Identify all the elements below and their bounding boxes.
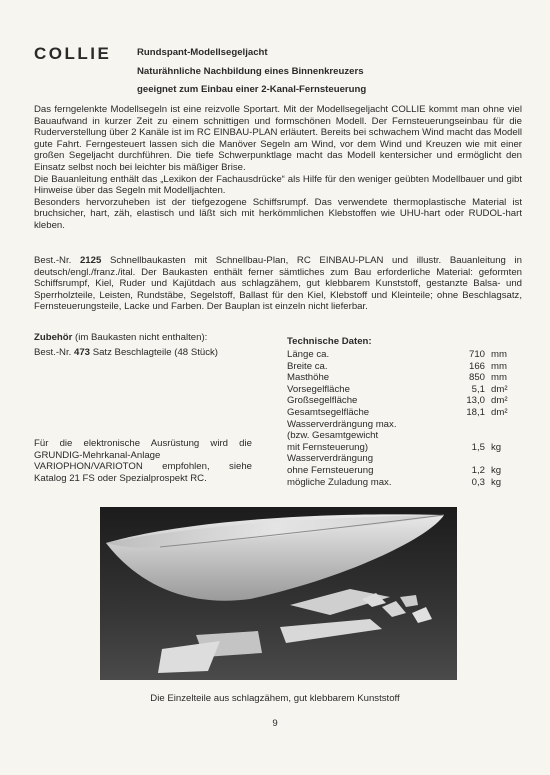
order-number: 2125: [79, 255, 102, 266]
product-subtitles: [137, 44, 366, 100]
tech-data-unit: dm²: [491, 406, 508, 418]
tech-data-row: [287, 361, 521, 373]
intro-paragraph-2: Die Bauanleitung enthält das „Lexikon der Fachausdrücke“ als Hilfe für den weniger geübten Modellbauer und gibt Hinweise über das Segeln mit Modelljachten.: [34, 173, 522, 197]
tech-data-unit: kg: [491, 476, 502, 488]
tech-data-value: [447, 430, 491, 442]
tech-data-value: 5,1: [471, 383, 485, 395]
tech-data-row: [287, 384, 521, 396]
tech-data-label: Breite ca.: [287, 360, 328, 372]
tech-data-value: 1,2: [471, 464, 485, 476]
tech-data-unit: dm²: [491, 383, 508, 395]
tech-data-value: 18,1: [466, 406, 485, 418]
electronics-note: Für die elektronische Ausrüstung wird die GRUNDIG-Mehrkanal-Anlage VARIOPHON/VARIOTON empfohlen, siehe Katalog 21 FS oder Spezialprospekt RC.: [34, 438, 252, 484]
accessories-title: Zubehör: [34, 332, 73, 343]
product-name: COLLIE: [34, 44, 112, 63]
kit-parts-illustration: [100, 507, 457, 680]
tech-data-label: Gesamtsegelfläche: [287, 406, 370, 418]
intro-paragraph-3: Besonders hervorzuheben ist der tiefgezogene Schiffsrumpf. Das verwendete thermoplastische Material ist bruchsicher, hart, zäh, elastisch und läßt sich mit herkömmlichen Klebstoffen wie UHU-hart oder RUDOL-hart kleben.: [34, 196, 522, 231]
subtitle-line-2: Naturähnliche Nachbildung eines Binnenkreuzers: [137, 65, 364, 77]
tech-data-unit: kg: [491, 464, 502, 476]
accessories-number: 473: [74, 347, 91, 358]
tech-data-label: ohne Fernsteuerung: [287, 464, 374, 476]
tech-data-label: Vorsegelfläche: [287, 383, 350, 395]
tech-data-row: [287, 407, 521, 419]
tech-data-value: [447, 453, 491, 465]
order-prefix: Best.-Nr.: [34, 255, 72, 266]
tech-data-row: [287, 442, 521, 454]
accessories-prefix: Best.-Nr.: [34, 347, 72, 358]
tech-data-title: Technische Daten:: [287, 336, 372, 347]
tech-data-label: Länge ca.: [287, 349, 330, 360]
accessories-heading: [34, 332, 207, 343]
tech-data-label: Masthöhe: [287, 372, 330, 384]
tech-data-row: [287, 419, 521, 431]
tech-data-row: [287, 395, 521, 407]
tech-data-value: 710: [468, 349, 485, 360]
tech-data-table: [287, 349, 521, 488]
tech-data-value: 166: [468, 360, 485, 372]
tech-data-row: [287, 430, 521, 442]
tech-data-unit: [491, 453, 521, 465]
tech-data-label: mit Fernsteuerung): [287, 441, 369, 453]
tech-data-unit: mm: [491, 360, 507, 372]
order-paragraph: [34, 255, 522, 313]
tech-data-unit: mm: [491, 349, 507, 360]
subtitle-line-1: Rundspant-Modellsegeljacht: [137, 47, 268, 58]
page-number: 9: [272, 718, 278, 729]
tech-data-label: (bzw. Gesamtgewicht: [287, 430, 379, 442]
subtitle-line-3: geeignet zum Einbau einer 2-Kanal-Fernsteuerung: [137, 84, 367, 95]
tech-data-row: [287, 453, 521, 465]
tech-data-label: Wasserverdrängung max.: [287, 418, 397, 430]
tech-data-unit: [491, 430, 521, 442]
tech-data-value: 1,5: [471, 441, 485, 453]
accessories-text: Satz Beschlagteile (48 Stück): [92, 347, 219, 358]
tech-data-unit: [491, 419, 521, 431]
photo-caption: Die Einzelteile aus schlagzähem, gut klebbarem Kunststoff: [150, 693, 400, 704]
kit-parts-photo: [100, 507, 457, 680]
tech-data-row: [287, 477, 521, 489]
order-section: [34, 255, 522, 313]
accessories-title-note: (im Baukasten nicht enthalten):: [75, 332, 208, 343]
tech-data-value: [447, 419, 491, 431]
order-text: Schnellbaukasten mit Schnellbau-Plan, RC EINBAU-PLAN und illustr. Bauanleitung in deutsch/engl./franz./ital. Der Baukasten enthält ferner sämtliches zum Bau erforderliche Material: geformten Schiffsrumpf, Kiel, Ruder und Kajütdach aus schlagzähem, gut klebbarem Kunststoff, gestanzte Balsa- und Sperrholzteile, Leisten, Rundstäbe, Segelstoff, Ballast für den Kiel, Klebstoff und Kleinteile; ohne Beschlagsatz, Fernsteuerungsteile, Lacke und Farben. Der Bauplan ist einzeln nicht lieferbar.: [34, 255, 522, 313]
tech-data-unit: mm: [491, 372, 507, 384]
tech-data-label: Großsegelfläche: [287, 395, 358, 407]
tech-data-label: Wasserverdrängung: [287, 453, 374, 465]
accessories-item: [34, 347, 218, 358]
tech-data-value: 13,0: [466, 395, 485, 407]
tech-data-unit: kg: [491, 441, 502, 453]
intro-paragraph-1: Das ferngelenkte Modellsegeln ist eine reizvolle Sportart. Mit der Modellsegeljacht COLLIE kommt man ohne viel Bauaufwand in kurzer Zeit zu einem schnittigen und formschönen Modell. Der Fernsteuerungseinbau für die Ruderverstellung über 2 Kanäle ist im RC EINBAU-PLAN erläutert. Bereits bei schwachem Wind macht das Modell gute Fahrt. Ferngesteuert lassen sich die Manöver Segeln am Wind, vor dem Wind und Kreuzen wie mit einer großen Segeljacht durchführen. Die tiefe Schwerpunktlage macht das Modell kentersicher und ermöglicht den Einsatz selbst noch bei leichter bis mäßiger Brise.: [34, 104, 522, 173]
tech-data-row: [287, 372, 521, 384]
tech-data-label: mögliche Zuladung max.: [287, 476, 392, 488]
tech-data-value: 0,3: [471, 476, 485, 488]
tech-data-value: 850: [468, 372, 485, 384]
tech-data-row: [287, 465, 521, 477]
tech-data-unit: dm²: [491, 395, 508, 407]
intro-section: [34, 104, 522, 232]
tech-data-row: [287, 349, 521, 361]
